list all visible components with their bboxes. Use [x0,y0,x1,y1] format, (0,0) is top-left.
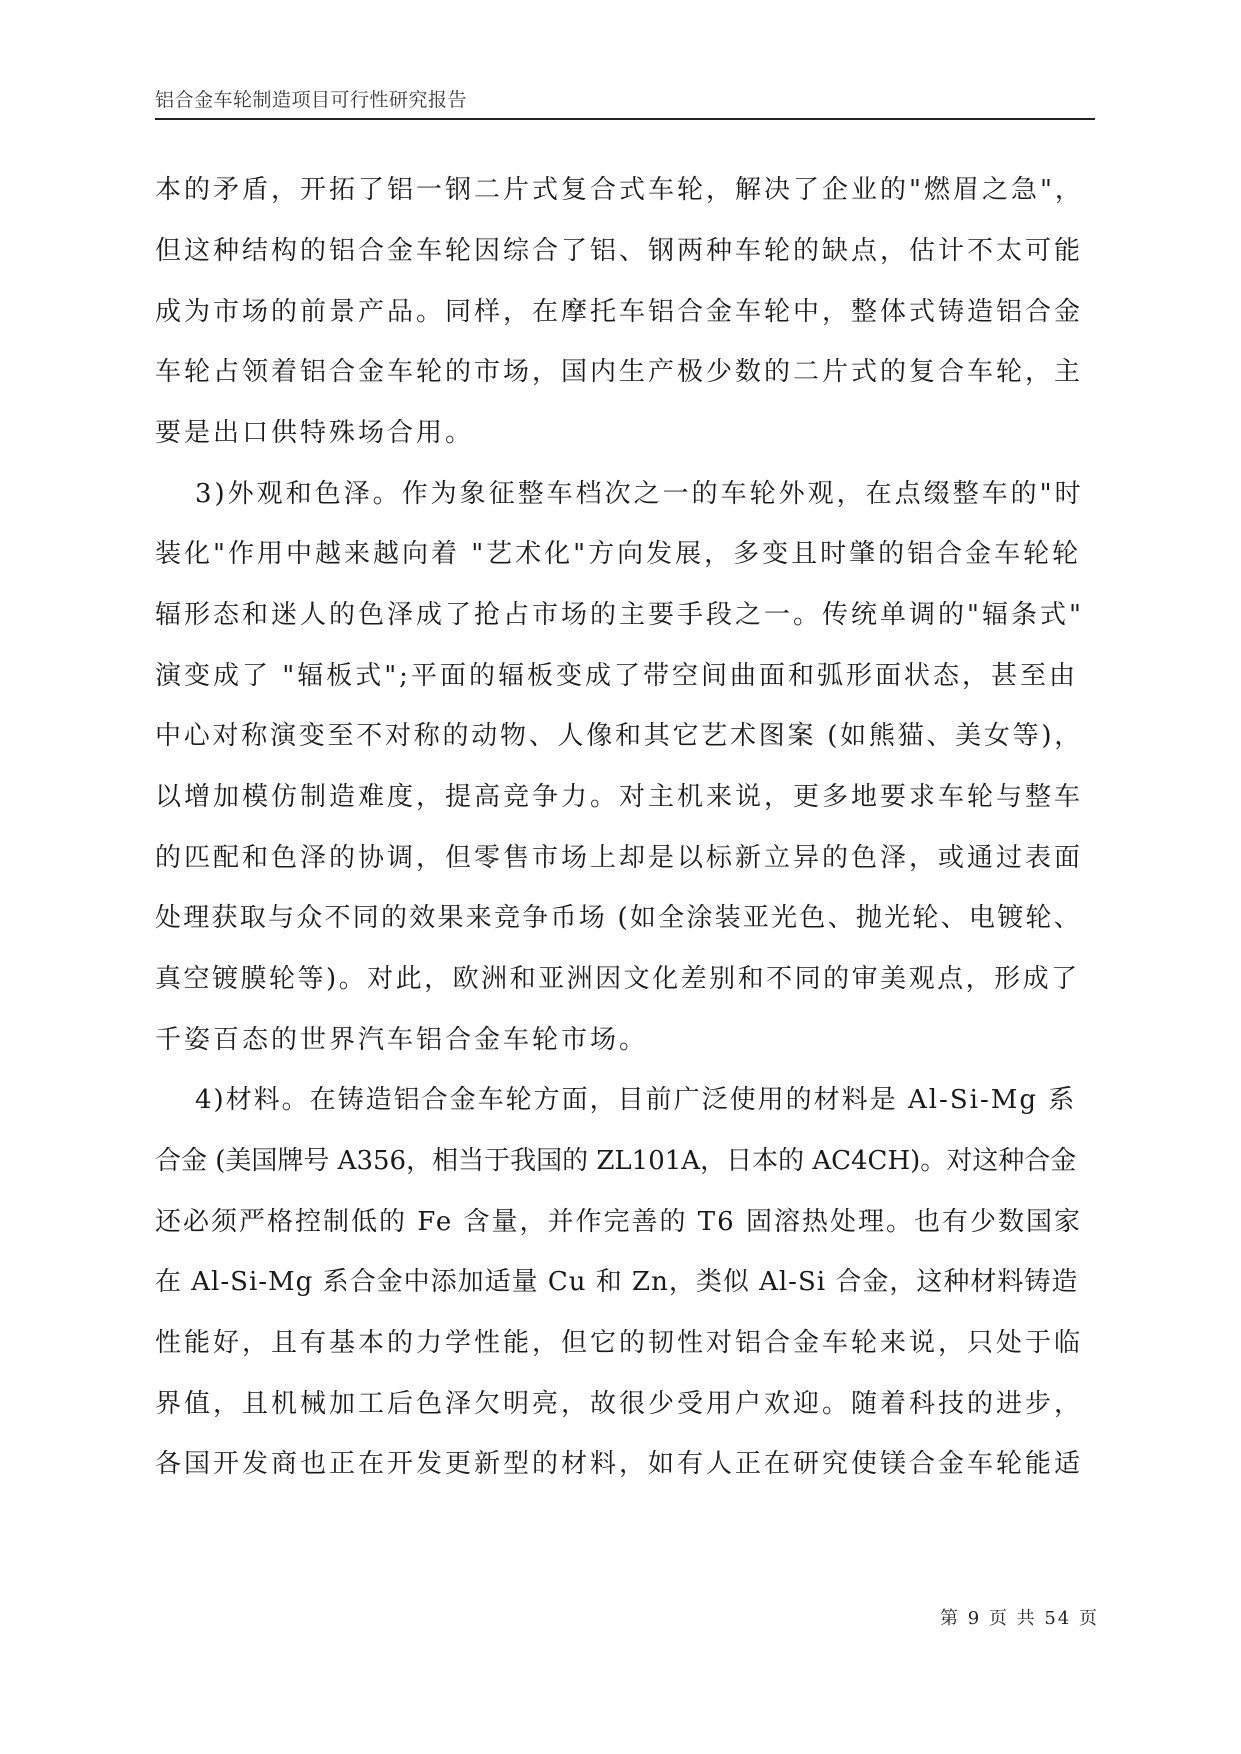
text-line: 的匹配和色泽的协调，但零售市场上却是以标新立异的色泽，或通过表面 [155,843,1084,873]
text-line: 在 Al-Si-Mg 系合金中添加适量 Cu 和 Zn，类似 Al-Si 合金，这种材料铸造 [155,1267,1079,1297]
text-line: 性能好，且有基本的力学性能，但它的韧性对铝合金车轮来说，只处于临 [155,1328,1084,1358]
text-line: 真空镀膜轮等)。对此，欧洲和亚洲因文化差别和不同的审美观点，形成了 [155,964,1080,994]
text-line: 但这种结构的铝合金车轮因综合了铝、钢两种车轮的缺点，估计不太可能 [155,236,1084,266]
document-title: 铝合金车轮制造项目可行性研究报告 [155,89,468,111]
text-line: 车轮占领着铝合金车轮的市场，国内生产极少数的二片式的复合车轮，主 [155,357,1084,387]
text-line: 辐形态和迷人的色泽成了抢占市场的主要手段之一。传统单调的"辐条式" [155,600,1084,630]
text-line: 4)材料。在铸造铝合金车轮方面，目前广泛使用的材料是 Al-Si-Mg 系 [195,1085,1077,1115]
text-line: 中心对称演变至不对称的动物、人像和其它艺术图案 (如熊猫、美女等)， [155,721,1084,751]
text-line: 处理获取与众不同的效果来竞争币场 (如全涂装亚光色、抛光轮、电镀轮、 [155,903,1082,933]
page-number: 第 9 页 共 54 页 [940,1608,1099,1629]
text-line: 千姿百态的世界汽车铝合金车轮市场。 [155,1025,649,1055]
text-line: 演变成了 "辐板式";平面的辐板变成了带空间曲面和弧形面状态，甚至由 [155,661,1078,691]
text-line: 本的矛盾，开拓了铝一钢二片式复合式车轮，解决了企业的"燃眉之急"， [155,175,1084,205]
text-line: 要是出口供特殊场合用。 [155,418,475,448]
text-line: 装化"作用中越来越向着 "艺术化"方向发展，多变且时肇的铝合金车轮轮 [155,539,1082,569]
text-line: 合金 (美国牌号 A356，相当于我国的 ZL101A，日本的 AC4CH)。对这种合金 [155,1146,1077,1176]
text-line: 还必须严格控制低的 Fe 含量，并作完善的 T6 固溶热处理。也有少数国家 [155,1207,1082,1237]
text-line: 以增加模仿制造难度，提高竞争力。对主机来说，更多地要求车轮与整车 [155,782,1084,812]
text-line: 界值，且机械加工后色泽欠明亮，故很少受用户欢迎。随着科技的进步， [155,1389,1084,1419]
text-line: 各国开发商也正在开发更新型的材料，如有人正在研究使镁合金车轮能适 [155,1449,1084,1479]
text-line: 成为市场的前景产品。同样，在摩托车铝合金车轮中，整体式铸造铝合金 [155,297,1084,327]
text-line: 3)外观和色泽。作为象征整车档次之一的车轮外观，在点缀整车的"时 [195,479,1084,509]
page-header [155,82,1095,120]
